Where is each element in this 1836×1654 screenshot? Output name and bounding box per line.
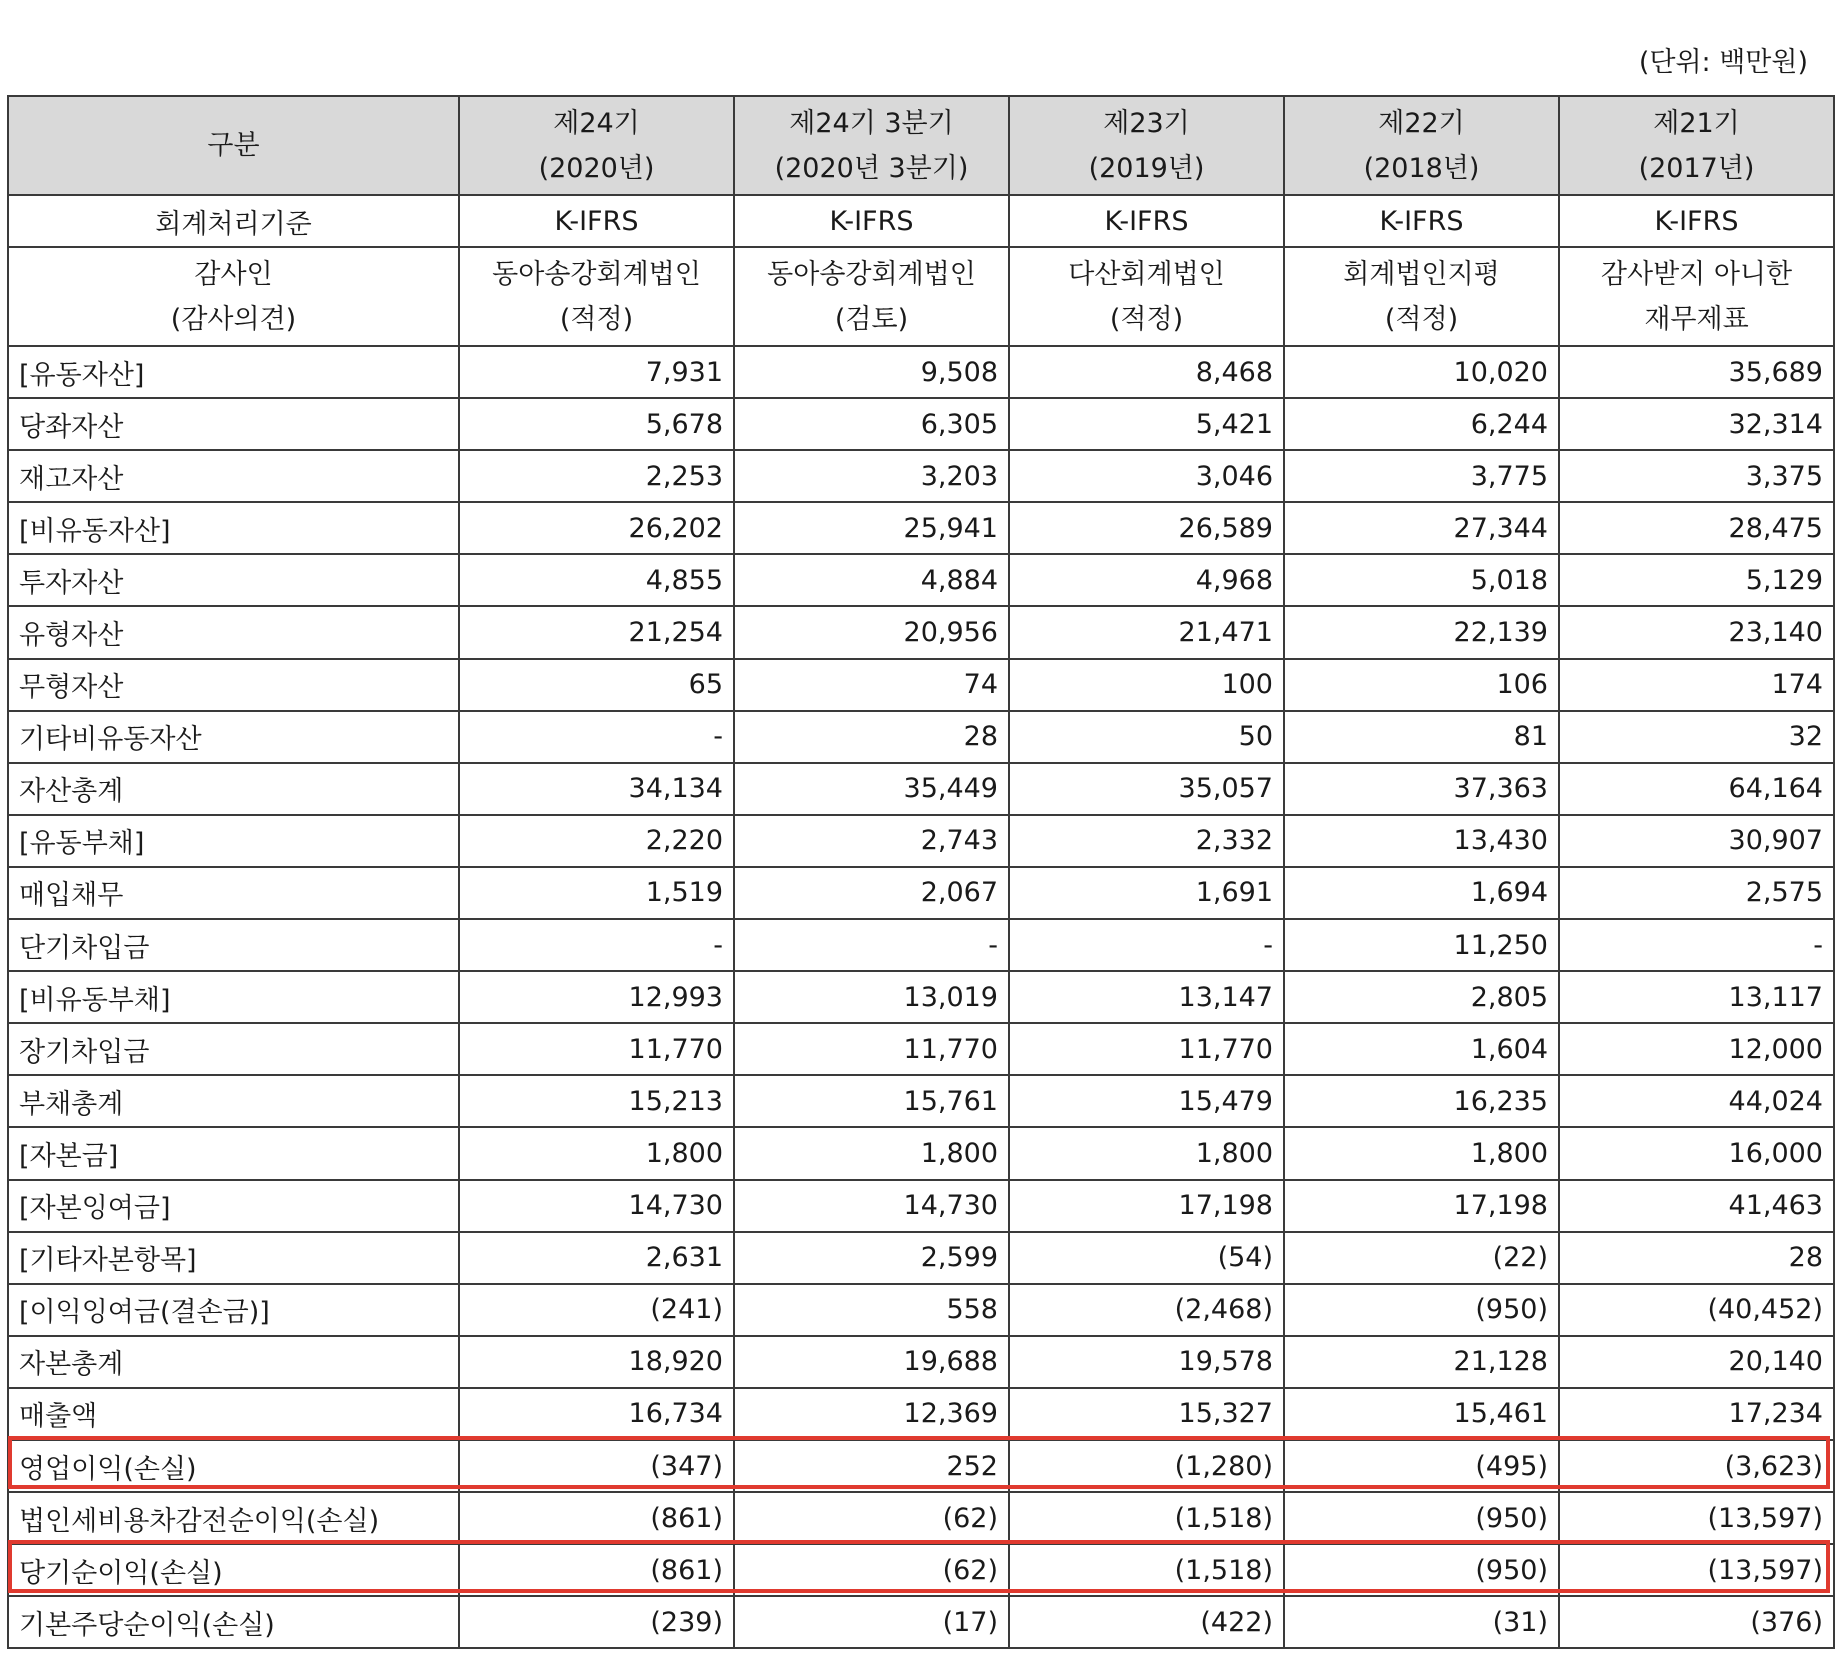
row-label: [유동부채] (8, 815, 459, 867)
cell: 30,907 (1559, 815, 1834, 867)
cell: - (1559, 919, 1834, 971)
cell: 4,855 (459, 554, 734, 606)
cell: 19,578 (1009, 1336, 1284, 1388)
cell: 2,805 (1284, 971, 1559, 1023)
cell: 16,235 (1284, 1075, 1559, 1127)
cell: 74 (734, 659, 1009, 711)
table-row (8, 606, 1834, 658)
table-row (8, 398, 1834, 450)
cell: 1,800 (734, 1127, 1009, 1179)
table-row (8, 1492, 1834, 1544)
cell: (495) (1284, 1440, 1559, 1492)
cell: K-IFRS (734, 195, 1009, 247)
cell: (1,280) (1009, 1440, 1284, 1492)
cell: (13,597) (1559, 1544, 1834, 1596)
row-label: 재고자산 (8, 450, 459, 502)
cell: 4,968 (1009, 554, 1284, 606)
cell: (376) (1559, 1596, 1834, 1648)
table-row (8, 919, 1834, 971)
cell: (62) (734, 1492, 1009, 1544)
cell: 5,678 (459, 398, 734, 450)
row-label: [이익잉여금(결손금)] (8, 1284, 459, 1336)
cell: - (459, 919, 734, 971)
header-col: 제24기 3분기 (2020년 3분기) (734, 96, 1009, 195)
cell: 1,691 (1009, 867, 1284, 919)
cell: (62) (734, 1544, 1009, 1596)
table-row (8, 1544, 1834, 1596)
cell: 32,314 (1559, 398, 1834, 450)
cell: 14,730 (734, 1180, 1009, 1232)
row-label: 자산총계 (8, 763, 459, 815)
cell: 2,332 (1009, 815, 1284, 867)
cell: 다산회계법인 (적정) (1009, 247, 1284, 346)
cell: 11,770 (1009, 1023, 1284, 1075)
cell: 21,128 (1284, 1336, 1559, 1388)
cell: 4,884 (734, 554, 1009, 606)
cell: K-IFRS (459, 195, 734, 247)
cell: (950) (1284, 1544, 1559, 1596)
table-row (8, 971, 1834, 1023)
row-label: 유형자산 (8, 606, 459, 658)
cell: 37,363 (1284, 763, 1559, 815)
cell: 12,000 (1559, 1023, 1834, 1075)
cell: 50 (1009, 711, 1284, 763)
cell: - (734, 919, 1009, 971)
cell: (422) (1009, 1596, 1284, 1648)
cell: 25,941 (734, 502, 1009, 554)
cell: (13,597) (1559, 1492, 1834, 1544)
cell: (347) (459, 1440, 734, 1492)
table-row (8, 1023, 1834, 1075)
row-label: 기본주당순이익(손실) (8, 1596, 459, 1648)
cell: 26,589 (1009, 502, 1284, 554)
cell: 7,931 (459, 346, 734, 398)
row-label: 부채총계 (8, 1075, 459, 1127)
cell: 1,800 (1284, 1127, 1559, 1179)
auditor-row (8, 247, 1834, 346)
table-row (8, 1284, 1834, 1336)
cell: 64,164 (1559, 763, 1834, 815)
cell: 16,734 (459, 1388, 734, 1440)
cell: - (459, 711, 734, 763)
cell: 3,046 (1009, 450, 1284, 502)
cell: 28,475 (1559, 502, 1834, 554)
cell: 21,254 (459, 606, 734, 658)
cell: 35,057 (1009, 763, 1284, 815)
table-row (8, 502, 1834, 554)
cell: 12,993 (459, 971, 734, 1023)
cell: 14,730 (459, 1180, 734, 1232)
table-row (8, 711, 1834, 763)
table-row (8, 346, 1834, 398)
cell: (17) (734, 1596, 1009, 1648)
cell: 41,463 (1559, 1180, 1834, 1232)
cell: (861) (459, 1544, 734, 1596)
row-label: 매입채무 (8, 867, 459, 919)
cell: 19,688 (734, 1336, 1009, 1388)
cell: 5,421 (1009, 398, 1284, 450)
row-label: 당기순이익(손실) (8, 1544, 459, 1596)
cell: 3,775 (1284, 450, 1559, 502)
table-row (8, 815, 1834, 867)
cell: (950) (1284, 1284, 1559, 1336)
cell: (1,518) (1009, 1492, 1284, 1544)
table-row (8, 659, 1834, 711)
cell: 15,479 (1009, 1075, 1284, 1127)
cell: 17,198 (1009, 1180, 1284, 1232)
cell: 2,599 (734, 1232, 1009, 1284)
cell: 11,770 (734, 1023, 1009, 1075)
cell: 1,800 (459, 1127, 734, 1179)
cell: 8,468 (1009, 346, 1284, 398)
row-label: 기타비유동자산 (8, 711, 459, 763)
row-label: 법인세비용차감전순이익(손실) (8, 1492, 459, 1544)
header-col: 제21기 (2017년) (1559, 96, 1834, 195)
table-row (8, 1075, 1834, 1127)
cell: 5,129 (1559, 554, 1834, 606)
cell: 15,461 (1284, 1388, 1559, 1440)
cell: 10,020 (1284, 346, 1559, 398)
cell: (31) (1284, 1596, 1559, 1648)
table-row (8, 867, 1834, 919)
cell: 18,920 (459, 1336, 734, 1388)
cell: 100 (1009, 659, 1284, 711)
cell: (241) (459, 1284, 734, 1336)
row-label: [자본금] (8, 1127, 459, 1179)
cell: 32 (1559, 711, 1834, 763)
cell: 17,198 (1284, 1180, 1559, 1232)
header-col: 제24기 (2020년) (459, 96, 734, 195)
cell: 26,202 (459, 502, 734, 554)
row-label: [비유동부채] (8, 971, 459, 1023)
cell: K-IFRS (1559, 195, 1834, 247)
cell: 9,508 (734, 346, 1009, 398)
cell: (54) (1009, 1232, 1284, 1284)
cell: (2,468) (1009, 1284, 1284, 1336)
cell: 81 (1284, 711, 1559, 763)
table-row (8, 1596, 1834, 1648)
cell: 11,250 (1284, 919, 1559, 971)
row-label: 회계처리기준 (8, 195, 459, 247)
financial-summary-table (7, 95, 1835, 1649)
cell: 3,375 (1559, 450, 1834, 502)
cell: (950) (1284, 1492, 1559, 1544)
cell: (861) (459, 1492, 734, 1544)
table-row (8, 1388, 1834, 1440)
cell: 22,139 (1284, 606, 1559, 658)
cell: 회계법인지평 (적정) (1284, 247, 1559, 346)
cell: 12,369 (734, 1388, 1009, 1440)
row-label: 투자자산 (8, 554, 459, 606)
cell: 20,956 (734, 606, 1009, 658)
cell: 35,689 (1559, 346, 1834, 398)
table-row (8, 1336, 1834, 1388)
header-col: 제23기 (2019년) (1009, 96, 1284, 195)
cell: 28 (734, 711, 1009, 763)
cell: 27,344 (1284, 502, 1559, 554)
row-label: 자본총계 (8, 1336, 459, 1388)
cell: 44,024 (1559, 1075, 1834, 1127)
row-label: [자본잉여금] (8, 1180, 459, 1232)
table-row (8, 1127, 1834, 1179)
cell: K-IFRS (1284, 195, 1559, 247)
cell: (239) (459, 1596, 734, 1648)
cell: 65 (459, 659, 734, 711)
row-label: 감사인 (감사의견) (8, 247, 459, 346)
cell: 2,220 (459, 815, 734, 867)
cell: 2,253 (459, 450, 734, 502)
cell: 감사받지 아니한 재무제표 (1559, 247, 1834, 346)
table-row (8, 554, 1834, 606)
table-row (8, 763, 1834, 815)
row-label: 장기차입금 (8, 1023, 459, 1075)
cell: 5,018 (1284, 554, 1559, 606)
cell: 2,575 (1559, 867, 1834, 919)
cell: K-IFRS (1009, 195, 1284, 247)
cell: - (1009, 919, 1284, 971)
cell: (1,518) (1009, 1544, 1284, 1596)
cell: 174 (1559, 659, 1834, 711)
cell: 106 (1284, 659, 1559, 711)
cell: 2,631 (459, 1232, 734, 1284)
cell: 13,019 (734, 971, 1009, 1023)
header-label-col: 구분 (8, 96, 459, 195)
cell: 2,067 (734, 867, 1009, 919)
row-label: [비유동자산] (8, 502, 459, 554)
cell: 1,800 (1009, 1127, 1284, 1179)
row-label: 단기차입금 (8, 919, 459, 971)
cell: 20,140 (1559, 1336, 1834, 1388)
cell: 252 (734, 1440, 1009, 1492)
cell: 1,694 (1284, 867, 1559, 919)
header-row (8, 96, 1834, 195)
cell: 28 (1559, 1232, 1834, 1284)
row-label: 매출액 (8, 1388, 459, 1440)
cell: 17,234 (1559, 1388, 1834, 1440)
table-row (8, 450, 1834, 502)
cell: 23,140 (1559, 606, 1834, 658)
cell: 16,000 (1559, 1127, 1834, 1179)
cell: 11,770 (459, 1023, 734, 1075)
cell: 동아송강회계법인 (검토) (734, 247, 1009, 346)
cell: 34,134 (459, 763, 734, 815)
cell: 1,604 (1284, 1023, 1559, 1075)
cell: 558 (734, 1284, 1009, 1336)
cell: 3,203 (734, 450, 1009, 502)
cell: 15,213 (459, 1075, 734, 1127)
cell: 2,743 (734, 815, 1009, 867)
cell: 6,305 (734, 398, 1009, 450)
cell: 35,449 (734, 763, 1009, 815)
cell: 동아송강회계법인 (적정) (459, 247, 734, 346)
row-label: [유동자산] (8, 346, 459, 398)
accounting-standard-row (8, 195, 1834, 247)
table-row (8, 1440, 1834, 1492)
cell: 1,519 (459, 867, 734, 919)
row-label: 영업이익(손실) (8, 1440, 459, 1492)
cell: 13,117 (1559, 971, 1834, 1023)
cell: 15,327 (1009, 1388, 1284, 1440)
cell: 15,761 (734, 1075, 1009, 1127)
row-label: 무형자산 (8, 659, 459, 711)
cell: (3,623) (1559, 1440, 1834, 1492)
cell: 13,147 (1009, 971, 1284, 1023)
cell: 21,471 (1009, 606, 1284, 658)
cell: (22) (1284, 1232, 1559, 1284)
unit-note: (단위: 백만원) (1638, 47, 1808, 78)
row-label: [기타자본항목] (8, 1232, 459, 1284)
cell: 6,244 (1284, 398, 1559, 450)
header-col: 제22기 (2018년) (1284, 96, 1559, 195)
table-row (8, 1232, 1834, 1284)
cell: 13,430 (1284, 815, 1559, 867)
row-label: 당좌자산 (8, 398, 459, 450)
cell: (40,452) (1559, 1284, 1834, 1336)
table-row (8, 1180, 1834, 1232)
